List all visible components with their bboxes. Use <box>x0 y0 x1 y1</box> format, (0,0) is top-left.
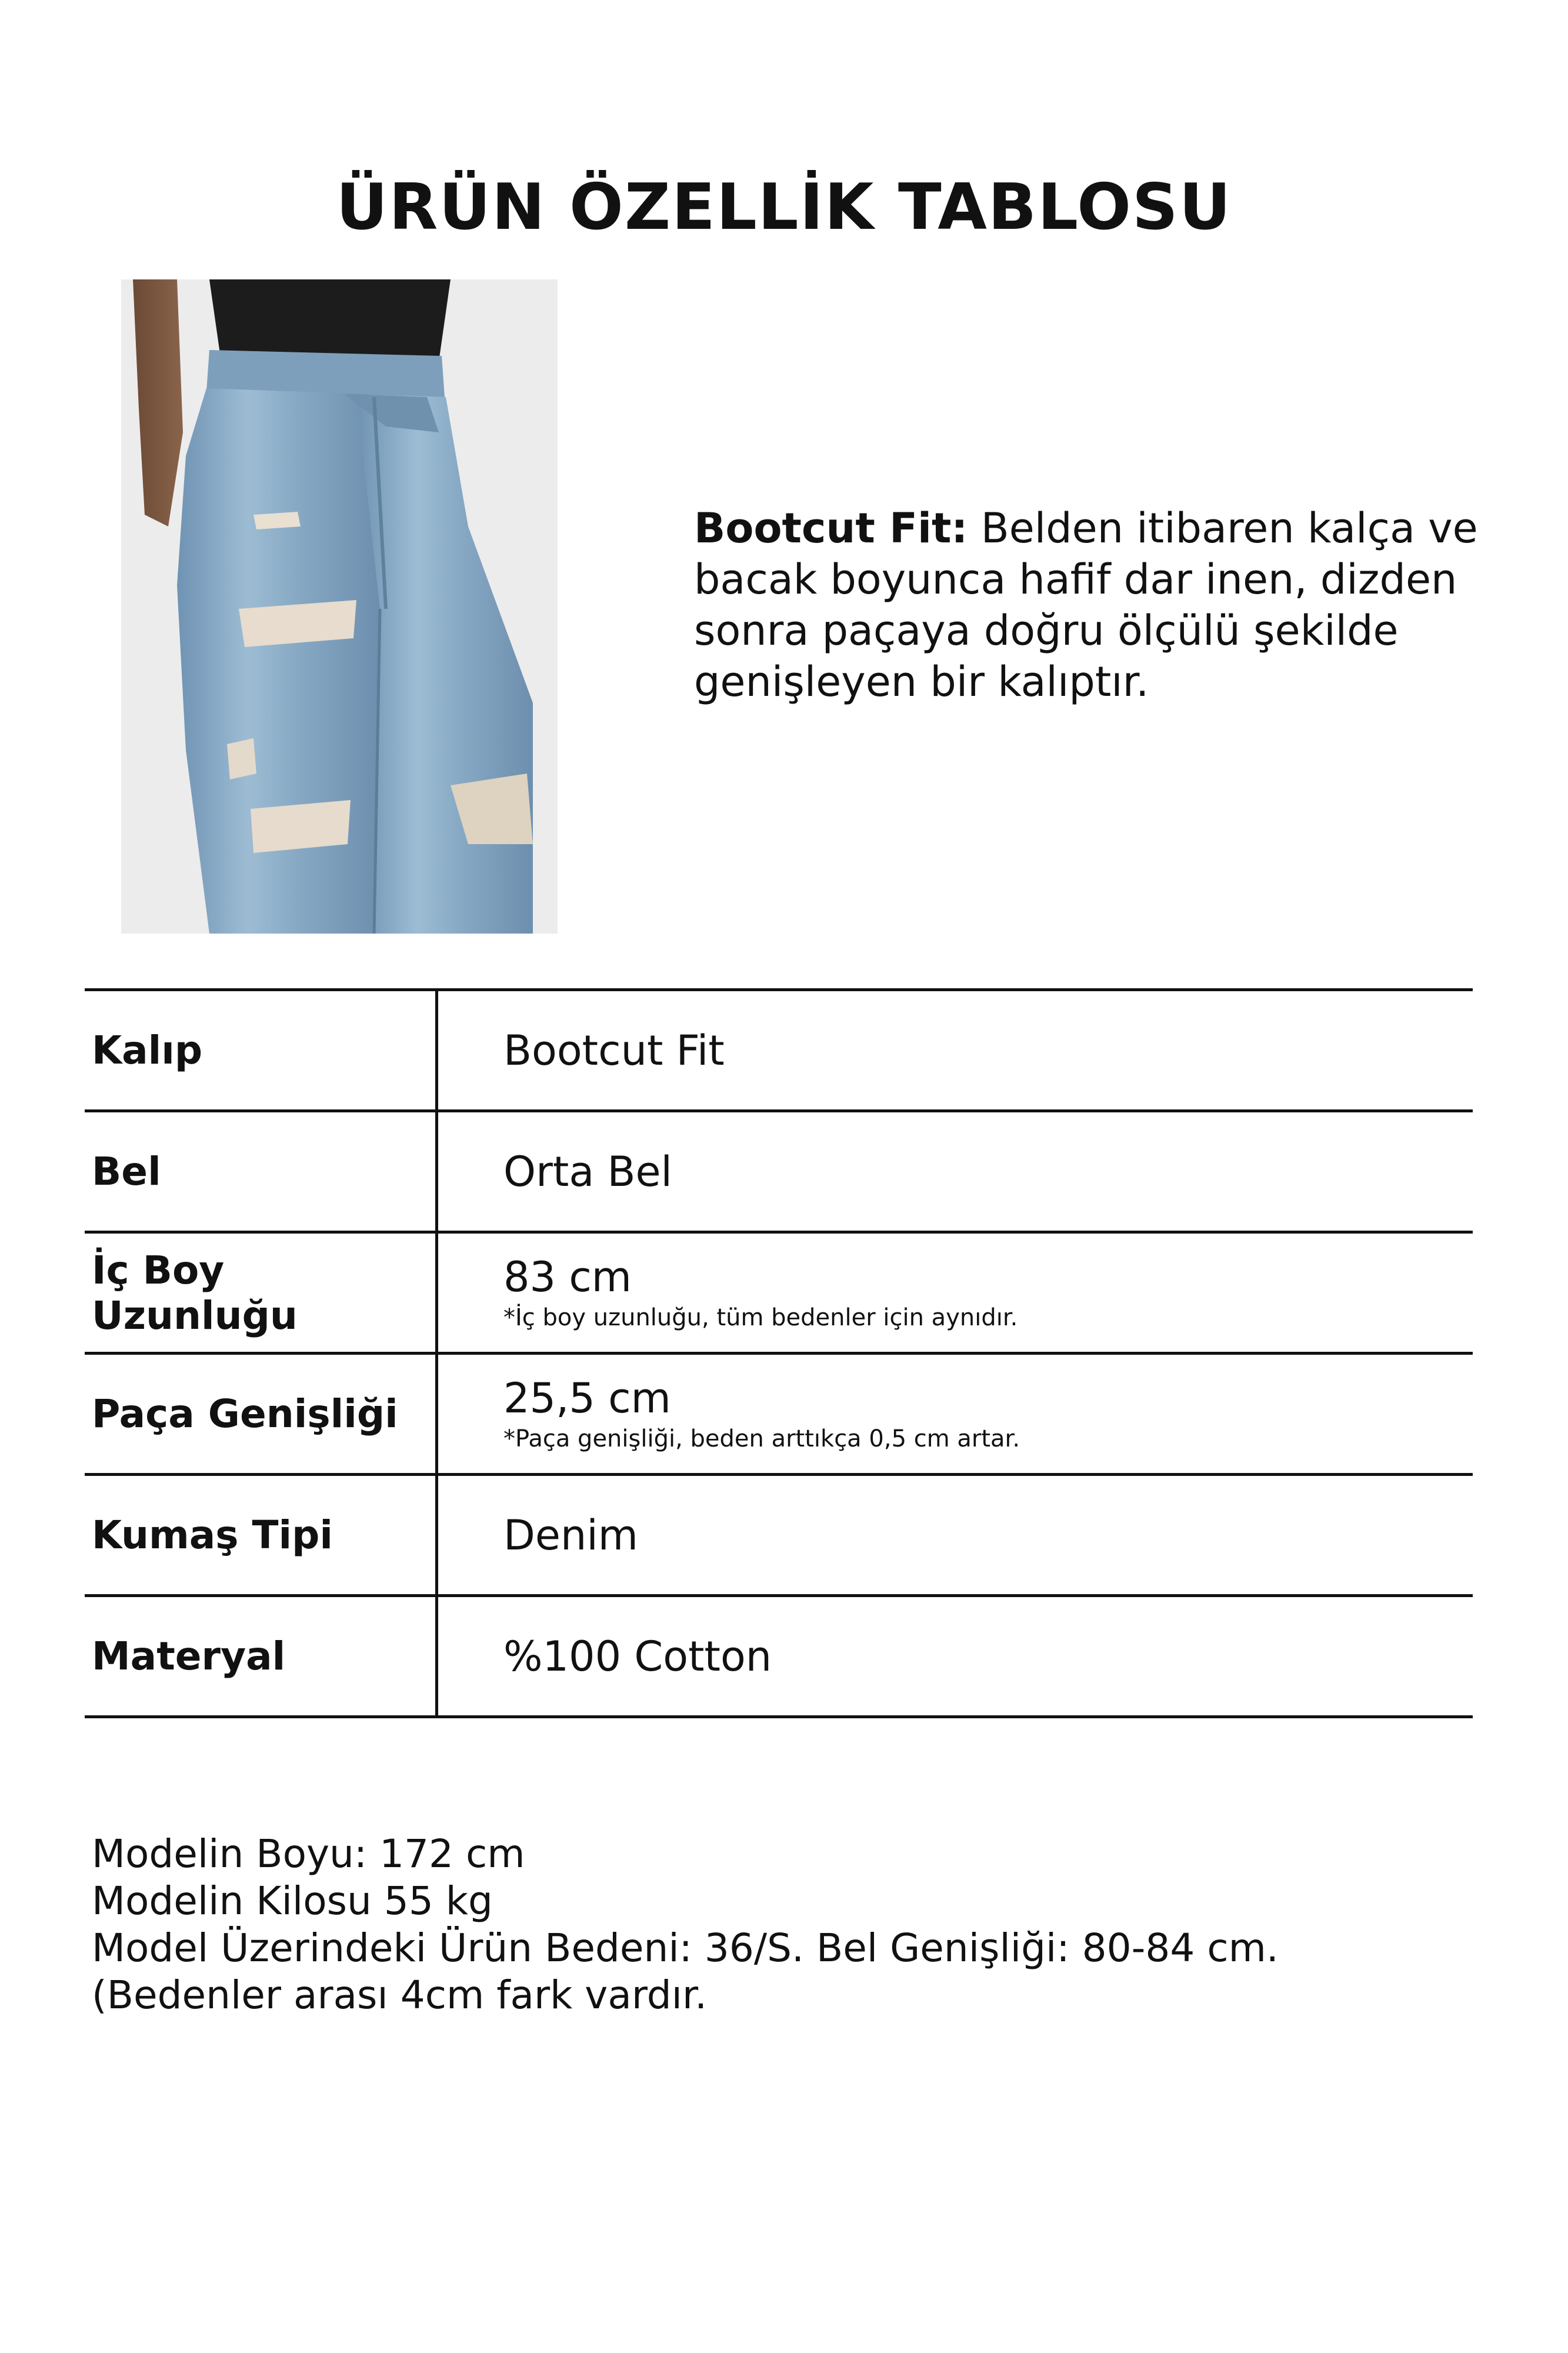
column-divider <box>435 991 438 1109</box>
spec-row-ic-boy <box>85 1231 1473 1352</box>
spec-value: Denim <box>503 1511 638 1559</box>
product-photo <box>121 279 558 934</box>
spec-note: *İç boy uzunluğu, tüm bedenler için aynıdır. <box>503 1304 1018 1331</box>
model-size: Model Üzerindeki Ürün Bedeni: 36/S. Bel Genişliği: 80-84 cm. (Bedenler arası 4cm fark vardır. <box>92 1925 1279 2018</box>
model-info <box>92 1831 1480 2019</box>
spec-value: Orta Bel <box>503 1147 673 1196</box>
spec-label: Bel <box>92 1149 161 1194</box>
spec-value: 83 cm <box>503 1252 632 1301</box>
spec-note: *Paça genişliği, beden arttıkça 0,5 cm artar. <box>503 1425 1020 1452</box>
jeans-image <box>121 279 558 934</box>
column-divider <box>435 1112 438 1231</box>
spec-value: Bootcut Fit <box>503 1026 725 1075</box>
spec-row-bel <box>85 1109 1473 1231</box>
page-title: ÜRÜN ÖZELLİK TABLOSU <box>336 171 1232 244</box>
model-height: Modelin Boyu: 172 cm <box>92 1831 525 1877</box>
spec-table <box>85 988 1473 1718</box>
model-weight: Modelin Kilosu 55 kg <box>92 1878 493 1924</box>
spec-row-kalip <box>85 988 1473 1109</box>
spec-value: %100 Cotton <box>503 1632 772 1681</box>
spec-row-kumas <box>85 1473 1473 1594</box>
spec-label: Kalıp <box>92 1028 203 1073</box>
column-divider <box>435 1597 438 1715</box>
spec-label: Materyal <box>92 1634 286 1679</box>
column-divider <box>435 1355 438 1473</box>
spec-label: İç Boy Uzunluğu <box>92 1247 298 1338</box>
spec-row-materyal <box>85 1594 1473 1718</box>
spec-value: 25,5 cm <box>503 1374 671 1422</box>
spec-row-paca <box>85 1352 1473 1473</box>
fit-description <box>694 503 1529 708</box>
fit-term: Bootcut Fit: <box>694 504 968 552</box>
column-divider <box>435 1476 438 1594</box>
fit-description-text: Belden itibaren kalça ve bacak boyunca hafif dar inen, dizden sonra paçaya doğru ölçülü şekilde genişleyen bir kalıptır. <box>694 504 1478 706</box>
column-divider <box>435 1234 438 1352</box>
spec-label: Paça Genişliği <box>92 1391 398 1437</box>
spec-label: Kumaş Tipi <box>92 1512 333 1558</box>
